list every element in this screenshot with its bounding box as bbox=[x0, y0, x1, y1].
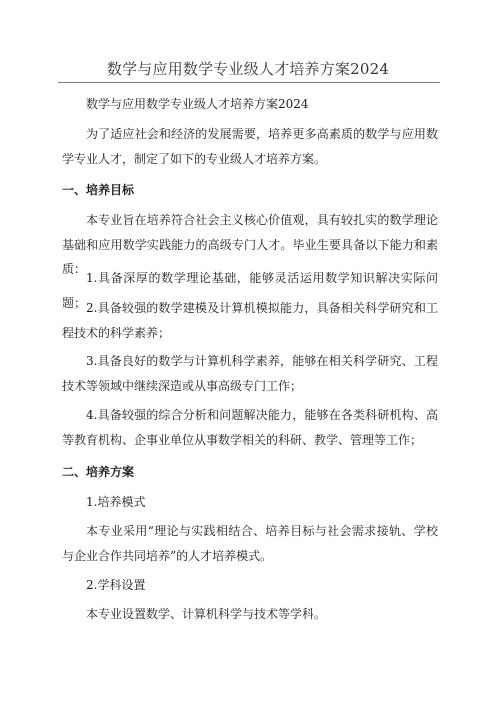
goal-item-3: 3.具备良好的数学与计算机科学素养，能够在相关科学研究、工程技术等领域中继续深造或从事高级专门工作； bbox=[62, 354, 438, 393]
title-divider bbox=[58, 82, 440, 83]
document-subtitle: 数学与应用数学专业级人才培养方案2024 bbox=[86, 97, 309, 111]
goals-paragraph: 本专业旨在培养符合社会主义核心价值观，具有较扎实的数学理论基础和应用数学实践能力的高级专门人才。毕业生要具备以下能力和素质： bbox=[62, 213, 438, 276]
section-heading-plan: 二、培养方案 bbox=[62, 465, 135, 479]
subsection-title-mode: 1.培养模式 bbox=[86, 495, 146, 509]
section-heading-goals: 一、培养目标 bbox=[62, 183, 135, 197]
intro-paragraph: 为了适应社会和经济的发展需要，培养更多高素质的数学与应用数学专业人才，制定了如下的专业级人才培养方案。 bbox=[62, 127, 438, 166]
goal-item-1: 1.具备深厚的数学理论基础，能够灵活运用数学知识解决实际问题； bbox=[62, 271, 438, 310]
page-title: 数学与应用数学专业级人才培养方案2024 bbox=[106, 60, 390, 78]
mode-paragraph: 本专业采用“理论与实践相结合、培养目标与社会需求接轨、学校与企业合作共同培养”的人才培养模式。 bbox=[62, 524, 438, 563]
subsection-title-disciplines: 2.学科设置 bbox=[86, 578, 146, 592]
disciplines-paragraph: 本专业设置数学、计算机科学与技术等学科。 bbox=[86, 607, 327, 621]
goal-item-2: 2.具备较强的数学建模及计算机模拟能力，具备相关科学研究和工程技术的科学素养； bbox=[62, 301, 438, 340]
goal-item-4: 4.具备较强的综合分析和问题解决能力，能够在各类科研机构、高等教育机构、企事业单位从事数学相关的科研、教学、管理等工作； bbox=[62, 408, 438, 447]
